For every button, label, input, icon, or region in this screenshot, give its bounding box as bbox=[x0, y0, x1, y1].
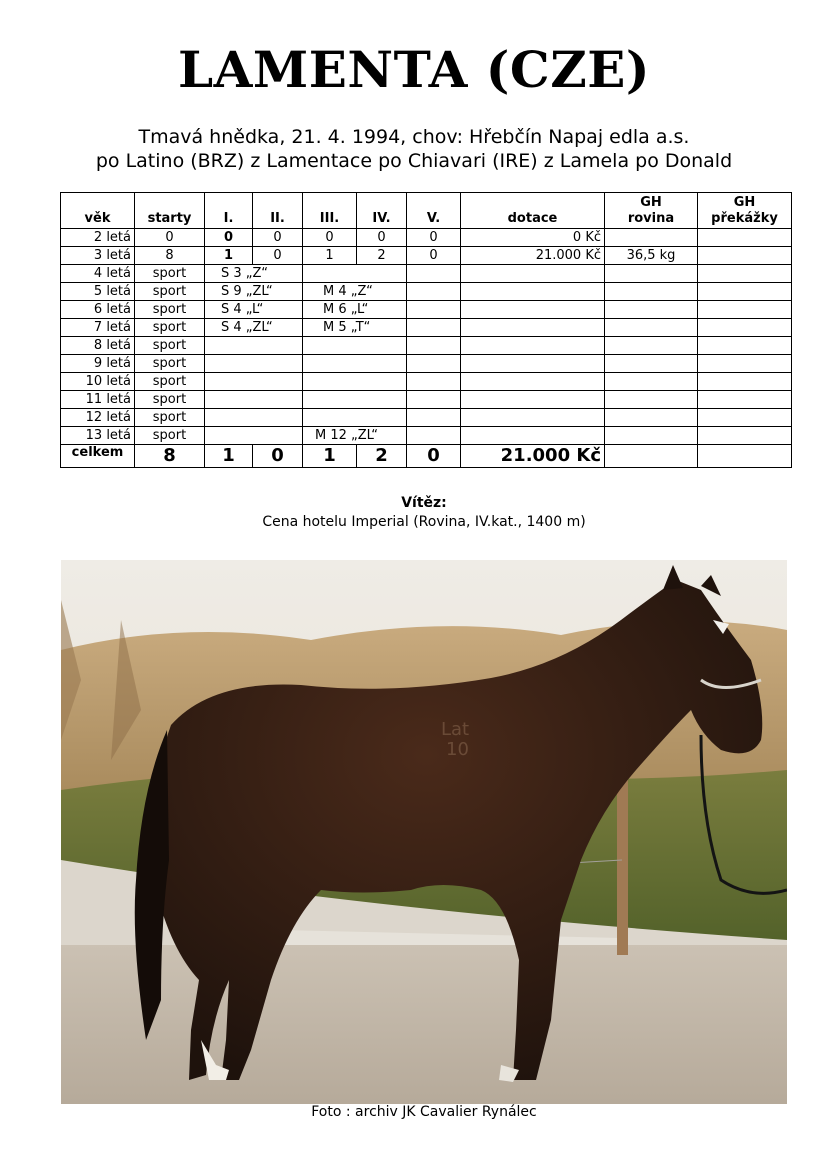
cell-gh-prekazky bbox=[698, 355, 792, 373]
table-row bbox=[61, 301, 792, 319]
cell-sport-level-s: S 4 „L“ bbox=[205, 301, 303, 319]
cell-sport-level-s bbox=[205, 355, 303, 373]
header-place-4: IV. bbox=[357, 193, 407, 229]
header-gh-rovina: GH rovina bbox=[605, 193, 698, 229]
cell-starty: sport bbox=[135, 409, 205, 427]
winner-race: Cena hotelu Imperial (Rovina, IV.kat., 1400 m) bbox=[262, 514, 586, 530]
total-dotace: 21.000 Kč bbox=[461, 445, 605, 468]
cell-gh-rovina bbox=[605, 265, 698, 283]
cell-place-5 bbox=[407, 319, 461, 337]
cell-gh-rovina bbox=[605, 355, 698, 373]
cell-sport-level-s bbox=[205, 409, 303, 427]
cell-sport-level-s bbox=[205, 373, 303, 391]
cell-starty: sport bbox=[135, 391, 205, 409]
cell-dotace bbox=[461, 391, 605, 409]
cell-gh-rovina bbox=[605, 427, 698, 445]
cell-starty: sport bbox=[135, 319, 205, 337]
cell-place-5 bbox=[407, 301, 461, 319]
cell-dotace bbox=[461, 373, 605, 391]
table-row bbox=[61, 229, 792, 247]
cell-dotace bbox=[461, 283, 605, 301]
cell-vek: 13 letá bbox=[61, 427, 135, 445]
total-place-3: 1 bbox=[303, 445, 357, 468]
table-row bbox=[61, 319, 792, 337]
cell-vek: 11 letá bbox=[61, 391, 135, 409]
cell-place-2: 0 bbox=[253, 229, 303, 247]
cell-vek: 3 letá bbox=[61, 247, 135, 265]
cell-place-5 bbox=[407, 409, 461, 427]
cell-sport-level-s bbox=[205, 427, 303, 445]
cell-place-5 bbox=[407, 283, 461, 301]
cell-gh-rovina bbox=[605, 229, 698, 247]
cell-gh-prekazky bbox=[698, 283, 792, 301]
header-starty: starty bbox=[135, 193, 205, 229]
cell-gh-rovina bbox=[605, 283, 698, 301]
cell-starty: sport bbox=[135, 427, 205, 445]
cell-sport-level-s: S 9 „ZL“ bbox=[205, 283, 303, 301]
cell-place-5 bbox=[407, 427, 461, 445]
cell-dotace bbox=[461, 427, 605, 445]
cell-place-5: 0 bbox=[407, 229, 461, 247]
cell-sport-level-m: M 4 „Z“ bbox=[303, 283, 407, 301]
cell-starty: sport bbox=[135, 265, 205, 283]
cell-dotace bbox=[461, 337, 605, 355]
cell-sport-level-m: M 12 „ZL“ bbox=[303, 427, 407, 445]
table-row bbox=[61, 337, 792, 355]
svg-text:10: 10 bbox=[446, 739, 469, 760]
cell-sport-level-m bbox=[303, 373, 407, 391]
cell-sport-level-m: M 5 „T“ bbox=[303, 319, 407, 337]
cell-gh-rovina bbox=[605, 301, 698, 319]
cell-sport-level-m bbox=[303, 391, 407, 409]
cell-sport-level-m: M 6 „L“ bbox=[303, 301, 407, 319]
table-row bbox=[61, 409, 792, 427]
cell-dotace bbox=[461, 265, 605, 283]
cell-sport-level-s: S 4 „ZL“ bbox=[205, 319, 303, 337]
cell-gh-prekazky bbox=[698, 319, 792, 337]
header-vek: věk bbox=[61, 193, 135, 229]
header-dotace: dotace bbox=[461, 193, 605, 229]
table-row bbox=[61, 427, 792, 445]
cell-starty: 8 bbox=[135, 247, 205, 265]
total-label: celkem bbox=[61, 445, 135, 468]
cell-starty: sport bbox=[135, 355, 205, 373]
cell-sport-level-s: S 3 „Z“ bbox=[205, 265, 303, 283]
photo-caption: Foto : archiv JK Cavalier Rynálec bbox=[311, 1104, 537, 1120]
cell-gh-rovina: 36,5 kg bbox=[605, 247, 698, 265]
cell-dotace: 0 Kč bbox=[461, 229, 605, 247]
cell-vek: 10 letá bbox=[61, 373, 135, 391]
cell-sport-level-m bbox=[303, 265, 407, 283]
header-place-5: V. bbox=[407, 193, 461, 229]
cell-gh-prekazky bbox=[698, 409, 792, 427]
total-gh-rovina bbox=[605, 445, 698, 468]
cell-place-5 bbox=[407, 391, 461, 409]
cell-gh-prekazky bbox=[698, 391, 792, 409]
cell-gh-rovina bbox=[605, 373, 698, 391]
header-place-3: III. bbox=[303, 193, 357, 229]
header-gh-prekazky: GH překážky bbox=[698, 193, 792, 229]
cell-gh-rovina bbox=[605, 337, 698, 355]
cell-vek: 7 letá bbox=[61, 319, 135, 337]
table-header-row bbox=[61, 193, 792, 229]
total-place-2: 0 bbox=[253, 445, 303, 468]
total-place-5: 0 bbox=[407, 445, 461, 468]
cell-sport-level-m bbox=[303, 337, 407, 355]
cell-starty: sport bbox=[135, 373, 205, 391]
cell-place-5 bbox=[407, 355, 461, 373]
cell-dotace bbox=[461, 409, 605, 427]
cell-sport-level-s bbox=[205, 391, 303, 409]
header-place-2: II. bbox=[253, 193, 303, 229]
cell-dotace: 21.000 Kč bbox=[461, 247, 605, 265]
horse-pedigree: po Latino (BRZ) z Lamentace po Chiavari (IRE) z Lamela po Donald bbox=[95, 150, 733, 172]
cell-vek: 8 letá bbox=[61, 337, 135, 355]
table-row bbox=[61, 265, 792, 283]
cell-gh-prekazky bbox=[698, 337, 792, 355]
total-place-1: 1 bbox=[205, 445, 253, 468]
cell-gh-prekazky bbox=[698, 265, 792, 283]
cell-gh-prekazky bbox=[698, 373, 792, 391]
table-row bbox=[61, 373, 792, 391]
cell-vek: 4 letá bbox=[61, 265, 135, 283]
total-starty: 8 bbox=[135, 445, 205, 468]
cell-place-1: 1 bbox=[205, 247, 253, 265]
table-total-row bbox=[61, 445, 792, 468]
cell-vek: 12 letá bbox=[61, 409, 135, 427]
cell-starty: 0 bbox=[135, 229, 205, 247]
svg-text:Lat: Lat bbox=[441, 719, 470, 740]
table-row bbox=[61, 391, 792, 409]
total-place-4: 2 bbox=[357, 445, 407, 468]
cell-dotace bbox=[461, 301, 605, 319]
race-statistics-table bbox=[60, 192, 792, 468]
cell-gh-prekazky bbox=[698, 427, 792, 445]
table-row bbox=[61, 355, 792, 373]
cell-dotace bbox=[461, 319, 605, 337]
cell-place-5 bbox=[407, 265, 461, 283]
header-place-1: I. bbox=[205, 193, 253, 229]
table-row bbox=[61, 247, 792, 265]
cell-dotace bbox=[461, 355, 605, 373]
cell-place-5 bbox=[407, 337, 461, 355]
cell-place-2: 0 bbox=[253, 247, 303, 265]
cell-gh-rovina bbox=[605, 319, 698, 337]
cell-sport-level-m bbox=[303, 409, 407, 427]
table-row bbox=[61, 283, 792, 301]
cell-place-3: 0 bbox=[303, 229, 357, 247]
cell-vek: 6 letá bbox=[61, 301, 135, 319]
cell-sport-level-s bbox=[205, 337, 303, 355]
cell-gh-prekazky bbox=[698, 301, 792, 319]
page-title: LAMENTA (CZE) bbox=[177, 40, 650, 99]
cell-gh-prekazky bbox=[698, 247, 792, 265]
cell-starty: sport bbox=[135, 301, 205, 319]
cell-place-4: 2 bbox=[357, 247, 407, 265]
total-gh-prekazky bbox=[698, 445, 792, 468]
cell-place-3: 1 bbox=[303, 247, 357, 265]
cell-starty: sport bbox=[135, 337, 205, 355]
cell-vek: 9 letá bbox=[61, 355, 135, 373]
horse-description: Tmavá hnědka, 21. 4. 1994, chov: Hřebčín Napaj edla a.s. bbox=[138, 126, 690, 148]
cell-place-5 bbox=[407, 373, 461, 391]
cell-sport-level-m bbox=[303, 355, 407, 373]
cell-place-5: 0 bbox=[407, 247, 461, 265]
winner-heading: Vítěz: bbox=[401, 495, 447, 511]
cell-place-4: 0 bbox=[357, 229, 407, 247]
horse-photo bbox=[61, 560, 787, 1104]
cell-gh-rovina bbox=[605, 409, 698, 427]
cell-vek: 2 letá bbox=[61, 229, 135, 247]
cell-gh-prekazky bbox=[698, 229, 792, 247]
cell-vek: 5 letá bbox=[61, 283, 135, 301]
cell-gh-rovina bbox=[605, 391, 698, 409]
cell-starty: sport bbox=[135, 283, 205, 301]
cell-place-1: 0 bbox=[205, 229, 253, 247]
